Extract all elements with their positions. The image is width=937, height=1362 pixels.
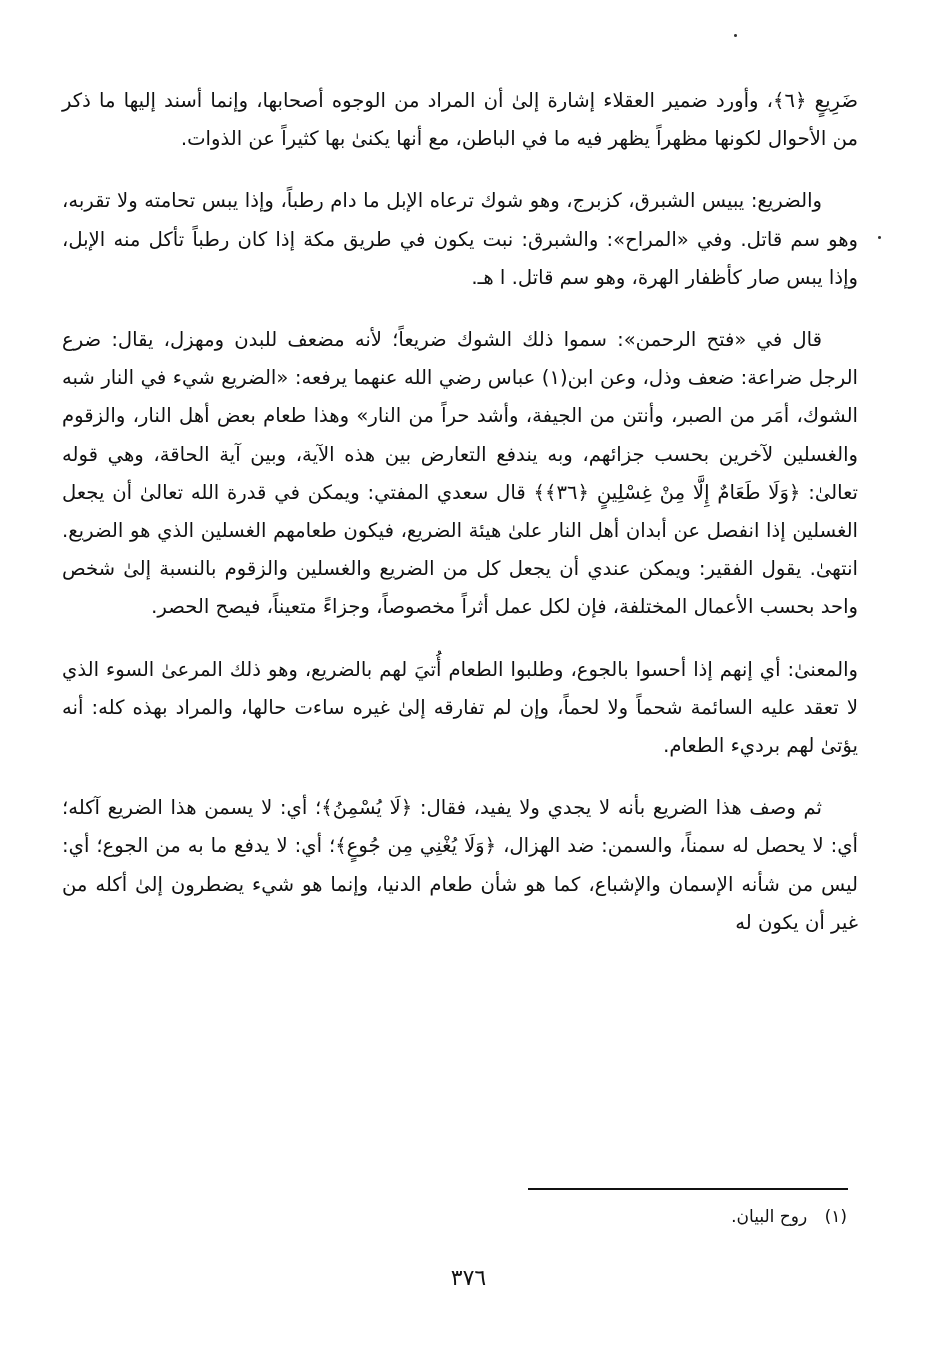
footnote bbox=[731, 1204, 847, 1230]
page-body bbox=[62, 82, 858, 966]
footnote-number: (١) bbox=[824, 1207, 847, 1227]
footnote-divider bbox=[528, 1188, 848, 1190]
scan-speck bbox=[734, 34, 737, 37]
paragraph-3: قال في «فتح الرحمن»: سموا ذلك الشوك ضريعاً؛ لأنه مضعف للبدن ومهزل، يقال: ضرع الرجل ضراعة: ضعف وذل، وعن ابن(١) عباس رضي الله عنهما يرفعه: «الضريع شيء في النار شبه الشوك، أمَر من الصبر، وأنتن من الجيفة، وأشد حراً من النار» وهذا طعام بعض أهل النار، والزقوم والغسلين لآخرين بحسب جزائهم، وبه يندفع التعارض بين هذه الآية، وبين آية الحاقة، وهي قوله تعالىٰ: ﴿وَلَا طَعَامٌ إِلَّا مِنْ غِسْلِينٍ ﴿٣٦﴾﴾ قال سعدي المفتي: ويمكن في قدرة الله تعالىٰ أن يجعل الغسلين إذا انفصل عن أبدان أهل النار علىٰ هيئة الضريع، فيكون طعامهم الغسلين الذي هو الضريع. انتهىٰ. يقول الفقير: ويمكن عندي أن يجعل كل من الضريع والغسلين والزقوم بالنسبة إلىٰ شخص واحد بحسب الأعمال المختلفة، فإن لكل عمل أثراً مخصوصاً، وجزاءً متعيناً، فيصح الحصر. bbox=[62, 328, 859, 619]
page-number: ٣٧٦ bbox=[450, 1266, 487, 1291]
paragraph-5: ثم وصف هذا الضريع بأنه لا يجدي ولا يفيد، فقال: ﴿لَا يُسْمِنُ﴾؛ أي: لا يسمن هذا الضريع آكله؛ أي: لا يحصل له سمناً، والسمن: ضد الهزال، ﴿وَلَا يُغْنِي مِن جُوعٍ﴾؛ أي: لا يدفع ما به من الجوع؛ أي: ليس من شأنه الإسمان والإشباع، كما هو شأن طعام الدنيا، وإنما هو شيء يضطرون إلىٰ أكله من غير أن يكون له bbox=[62, 796, 858, 934]
paragraph-4: والمعنىٰ: أي إنهم إذا أحسوا بالجوع، وطلبوا الطعام أُتيَ لهم بالضريع، وهو ذلك المرعىٰ السوء الذي لا تعقد عليه السائمة شحماً ولا لحماً، وإن لم تفارقه إلىٰ غيره ساءت حالها، والمراد بهذه كله: أنه يؤتىٰ لهم برديء الطعام. bbox=[62, 657, 858, 758]
scan-speck bbox=[878, 236, 881, 239]
paragraph-1: ضَرِيعٍ ﴿٦﴾، وأورد ضمير العقلاء إشارة إلىٰ أن المراد من الوجوه أصحابها، وإنما أسند إليها ما ذكر من الأحوال لكونها مظهراً يظهر فيه ما في الباطن، مع أنها يكنىٰ بها كثيراً عن الذوات. bbox=[62, 89, 858, 151]
footnote-text: روح البيان. bbox=[731, 1207, 808, 1227]
paragraph-2: والضريع: يبيس الشبرق، كزبرج، وهو شوك ترعاه الإبل ما دام رطباً، وإذا يبس تحامته ولا تقربه، وهو سم قاتل. وفي «المراح»: والشبرق: نبت يكون في طريق مكة إذا كان رطباً تأكل منه الإبل، وإذا يبس صار كأظفار الهرة، وهو سم قاتل. ا هـ. bbox=[62, 189, 858, 289]
